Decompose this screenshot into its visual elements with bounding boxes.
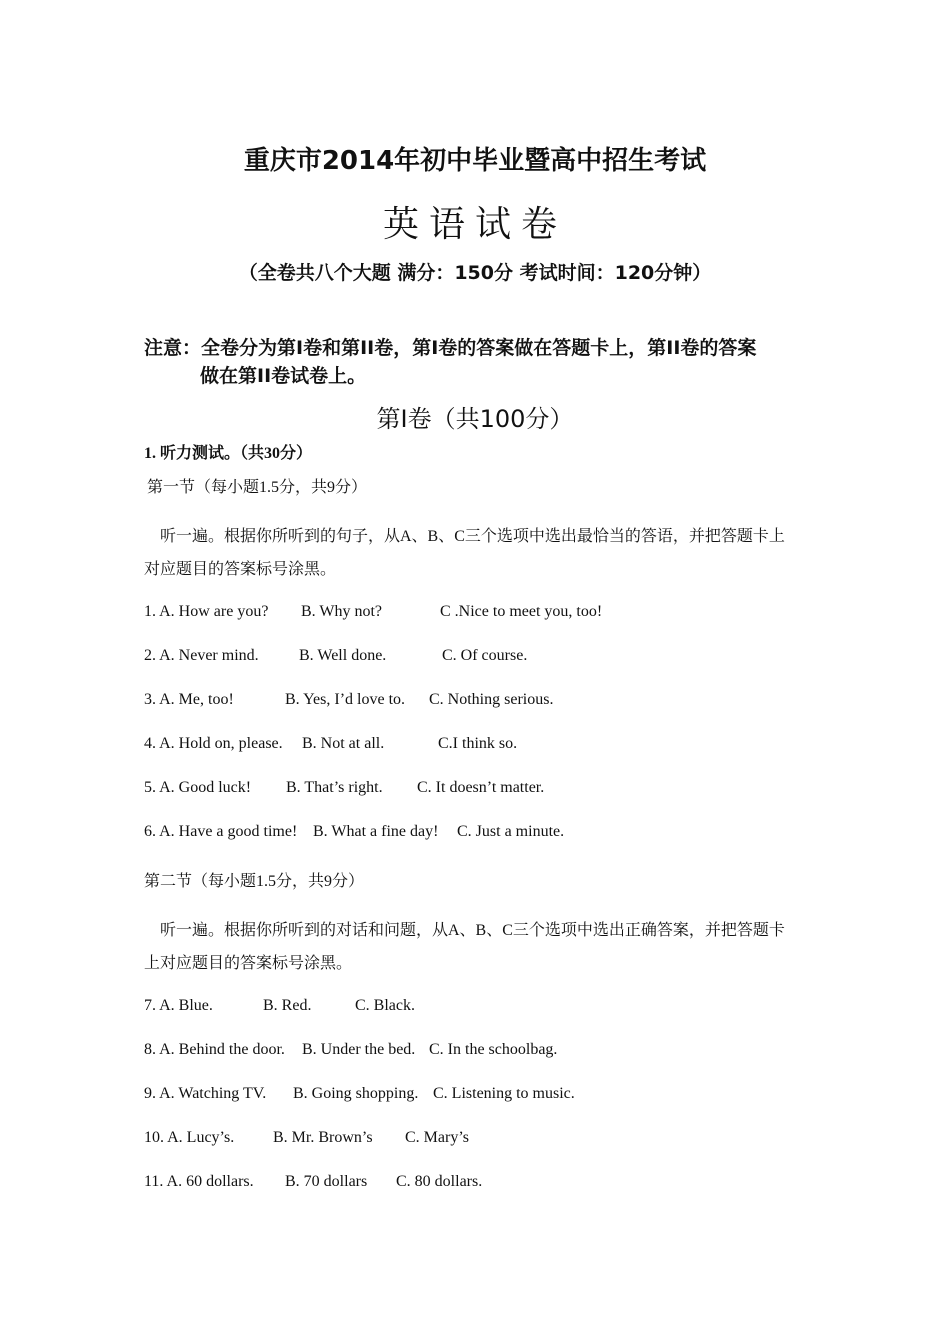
section-heading-listening: 1. 听力测试。（共30分） [144,445,313,462]
exam-subject-title: 英语试卷 [382,204,567,245]
part-1-instruction-line-1: 听一遍。根据你所听到的句子，从A、B、C三个选项中选出最恰当的答语，并把答题卡上 [160,528,785,545]
notice-line-1: 注意：全卷分为第I卷和第II卷，第I卷的答案做在答题卡上，第II卷的答案 [144,337,757,359]
option-b: B. Under the bed. [302,1041,416,1058]
question-7 [144,997,415,1015]
option-a: 1. A. How are you? [144,603,269,620]
option-c: C.I think so. [438,735,518,752]
option-c: C. Nothing serious. [429,691,554,708]
option-c: C. It doesn’t matter. [417,779,545,796]
option-c: C. 80 dollars. [396,1173,483,1190]
option-c: C. Black. [355,997,415,1014]
part-2-instruction-line-1: 听一遍。根据你所听到的对话和问题，从A、B、C三个选项中选出正确答案，并把答题卡 [160,922,785,939]
option-a: 10. A. Lucy’s. [144,1129,235,1146]
option-a: 8. A. Behind the door. [144,1041,285,1058]
part-2-instruction-line-2: 上对应题目的答案标号涂黑。 [144,955,353,972]
notice-line-2: 做在第II卷试卷上。 [200,365,367,387]
option-a: 7. A. Blue. [144,997,213,1014]
exam-info: （全卷共八个大题 满分：150分 考试时间：120分钟） [238,262,712,284]
question-3 [144,691,553,709]
question-1 [144,603,602,621]
option-a: 3. A. Me, too! [144,691,234,708]
option-b: B. That’s right. [286,779,383,796]
option-b: B. What a fine day! [313,823,439,840]
part-heading-2: 第二节（每小题1.5分，共9分） [144,873,365,890]
question-11 [144,1173,482,1191]
option-a: 11. A. 60 dollars. [144,1173,254,1190]
exam-title: 重庆市2014年初中毕业暨高中招生考试 [243,146,707,176]
option-c: C. Listening to music. [433,1085,575,1102]
option-c: C. Of course. [442,647,528,664]
option-b: B. Red. [263,997,312,1014]
option-b: B. Mr. Brown’s [273,1129,373,1146]
option-b: B. 70 dollars [285,1173,368,1190]
question-5 [144,779,544,797]
question-4 [144,735,517,753]
question-2 [144,647,527,665]
option-c: C. Mary’s [405,1129,469,1146]
question-8 [144,1041,557,1059]
option-b: B. Yes, I’d love to. [285,691,406,708]
part-1-instruction-line-2: 对应题目的答案标号涂黑。 [144,561,337,578]
option-b: B. Why not? [301,603,383,620]
part-heading-1: 第一节（每小题1.5分，共9分） [147,479,368,496]
option-a: 6. A. Have a good time! [144,823,298,840]
option-c: C .Nice to meet you, too! [440,603,603,620]
option-c: C. Just a minute. [457,823,565,840]
option-c: C. In the schoolbag. [429,1041,558,1058]
volume-title: 第I卷（共100分） [376,405,574,433]
question-6 [144,823,564,841]
option-b: B. Going shopping. [293,1085,419,1102]
option-a: 9. A. Watching TV. [144,1085,267,1102]
option-b: B. Well done. [299,647,387,664]
question-10 [144,1129,469,1147]
option-b: B. Not at all. [302,735,385,752]
option-a: 4. A. Hold on, please. [144,735,283,752]
option-a: 2. A. Never mind. [144,647,259,664]
option-a: 5. A. Good luck! [144,779,252,796]
question-9 [144,1085,575,1103]
